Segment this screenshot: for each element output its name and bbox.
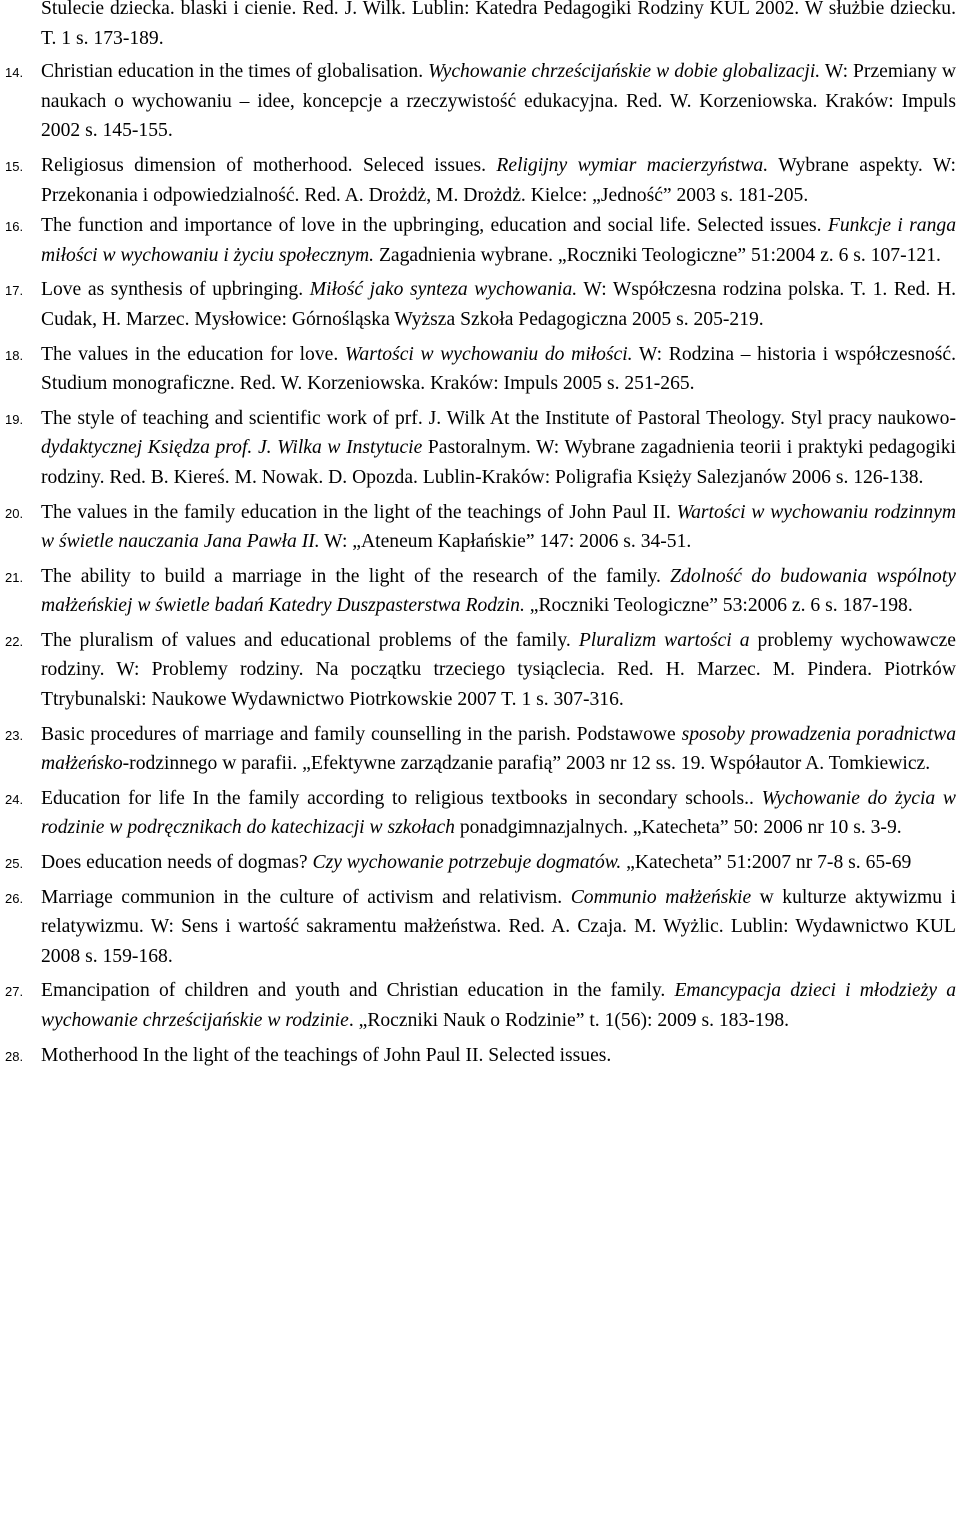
entry-english-title: The pluralism of values and educational problems of the family. (41, 629, 579, 651)
bibliography-entry-17 (0, 275, 960, 334)
bibliography-entry-26 (0, 883, 960, 972)
bibliography-entry-24 (0, 784, 960, 843)
bibliography-entry-13-continued (0, 0, 960, 53)
entry-number: 24. (5, 791, 24, 807)
entry-english-title: Marriage communion in the culture of activism and relativism. (41, 886, 571, 908)
entry-english-title: Christian education in the times of globalisation. (41, 61, 429, 83)
entry-text: Stulecie dziecka. blaski i cienie. Red. J. Wilk. Lublin: Katedra Pedagogiki Rodziny KUL 2002. W służbie dziecku. T. 1 s. 173-189. (41, 0, 956, 49)
entry-polish-title: Religijny wymiar macierzyństwa. (496, 154, 769, 176)
entry-source: W: „Ateneum Kapłańskie” 147: 2006 s. 34-51. (319, 531, 692, 553)
entry-number: 14. (5, 65, 24, 81)
bibliography-entry-21 (0, 562, 960, 621)
entry-english-title: Education for life In the family according to religious textbooks in secondary schools.. (41, 787, 762, 809)
entry-source: Pastoralnym. W: Wybrane zagadnienia teorii i praktyki pedagogiki rodziny. Red. B. Kiereś. M. Nowak. D. Opozda. Lublin-Kraków: Poligrafia Księży Salezjanów 2006 s. 126-138. (41, 437, 956, 488)
entry-number: 18. (5, 347, 24, 363)
entry-english-title: Religiosus dimension of motherhood. Seleced issues. (41, 154, 497, 176)
bibliography-entry-27 (0, 976, 960, 1035)
bibliography-entry-19 (0, 404, 960, 493)
entry-polish-title: Wychowanie do życia w rodzinie w podręcznikach do katechizacji w szkołach (41, 787, 956, 839)
entry-number: 15. (5, 158, 24, 174)
entry-polish-title: sposoby prowadzenia poradnictwa małżeńsko (41, 723, 956, 775)
entry-english-title: The values in the education for love. (41, 343, 345, 365)
entry-source: W: Współczesna rodzina polska. T. 1. Red. H. Cudak, H. Marzec. Mysłowice: Górnośląska Wyższa Szkoła Pedagogiczna 2005 s. 205-219. (41, 279, 957, 330)
entry-source: problemy wychowawcze rodziny. W: Problemy rodziny. Na początku trzeciego tysiąclecia. Red. H. Marzec. M. Pindera. Piotrków Ttrybunalski: Naukowe Wydawnictwo Piotrkowskie 2007 T. 1 s. 307-316. (41, 629, 956, 711)
entry-source: w kulturze aktywizmu i relatywizmu. W: Sens i wartość sakramentu małżeństwa. Red. A. Czaja. M. Wyżlic. Lublin: Wydawnictwo KUL 2008 s. 159-168. (41, 886, 957, 967)
entry-polish-title: Communio małżeńskie (570, 886, 752, 908)
entry-source: W: Przemiany w naukach o wychowaniu – idee, koncepcje a rzeczywistość edukacyjna. Red. W. Korzeniowska. Kraków: Impuls 2002 s. 145-155. (41, 61, 956, 142)
entry-number: 20. (5, 505, 24, 521)
entry-source: W: Rodzina – historia i współczesność. Studium monograficzne. Red. W. Korzeniowska. Kraków: Impuls 2005 s. 251-265. (41, 343, 957, 395)
entry-source: „Katecheta” 51:2007 nr 7-8 s. 65-69 (621, 852, 912, 874)
bibliography-entry-20 (0, 498, 960, 557)
entry-number: 23. (5, 727, 24, 743)
entry-number: 16. (5, 219, 24, 235)
bibliography-entry-18 (0, 340, 960, 399)
entry-english-title: The style of teaching and scientific work of prf. J. Wilk At the Institute of Pastoral Theology. Styl pracy naukowo- (41, 407, 956, 429)
entry-source: Wybrane aspekty. W: Przekonania i odpowiedzialność. Red. A. Drożdż, M. Drożdż. Kielce: „Jedność” 2003 s. 181-205. (41, 154, 956, 206)
entry-polish-title: Miłość jako synteza wychowania. (309, 279, 578, 301)
entry-source: Zagadnienia wybrane. „Roczniki Teologiczne” 51:2004 z. 6 s. 107-121. (374, 244, 941, 266)
entry-english-title: Love as synthesis of upbringing. (41, 279, 310, 301)
entry-number: 17. (5, 283, 24, 299)
entry-number: 21. (5, 569, 24, 585)
entry-english-title: Motherhood In the light of the teachings of John Paul II. Selected issues. (41, 1044, 612, 1066)
entry-polish-title: Czy wychowanie potrzebuje dogmatów. (312, 852, 622, 874)
bibliography-entry-22 (0, 626, 960, 715)
entry-number: 27. (5, 984, 24, 1000)
entry-english-title: The values in the family education in the light of the teachings of John Paul II. (41, 501, 677, 523)
entry-source: „Roczniki Teologiczne” 53:2006 z. 6 s. 187-198. (524, 595, 913, 617)
entry-number: 19. (5, 411, 24, 427)
bibliography-entry-25 (0, 848, 960, 878)
entry-polish-title: Zdolność do budowania wspólnoty małżeńskiej w świetle badań Katedry Duszpasterstwa Rodzin. (41, 565, 956, 617)
bibliography-entry-14 (0, 57, 960, 146)
bibliography-entry-16 (0, 211, 960, 270)
entry-polish-title: Pluralizm wartości a (578, 629, 750, 651)
entry-polish-title: Wartości w wychowaniu rodzinnym w świetle nauczania Jana Pawła II. (41, 501, 956, 553)
entry-english-title: The ability to build a marriage in the light of the research of the family. (41, 565, 671, 587)
entry-source: . „Roczniki Nauk o Rodzinie” t. 1(56): 2009 s. 183-198. (348, 1010, 790, 1031)
entry-number: 28. (5, 1048, 24, 1064)
entry-number: 25. (5, 856, 24, 872)
entry-source: -rodzinnego w parafii. „Efektywne zarządzanie parafią” 2003 nr 12 ss. 19. Współautor A. Tomkiewicz. (122, 753, 931, 775)
bibliography-entry-28 (0, 1041, 960, 1071)
entry-english-title: The function and importance of love in the upbringing, education and social life. Selected issues. (41, 215, 828, 237)
entry-polish-title: Wychowanie chrześcijańskie w dobie globalizacji. (428, 61, 821, 83)
bibliography-entry-23 (0, 720, 960, 779)
entry-polish-title: dydaktycznej Księdza prof. J. Wilka w Instytucie (41, 437, 423, 459)
entry-english-title: Basic procedures of marriage and family counselling in the parish. Podstawowe (41, 723, 682, 745)
entry-polish-title: Emancypacja dzieci i młodzieży a wychowanie chrześcijańskie w rodzinie (41, 980, 956, 1031)
entry-polish-title: Funkcje i ranga miłości w wychowaniu i życiu społecznym. (41, 215, 956, 266)
bibliography-entry-15 (0, 151, 960, 210)
entry-source: ponadgimnazjalnych. „Katecheta” 50: 2006 nr 10 s. 3-9. (454, 817, 902, 839)
entry-english-title: Emancipation of children and youth and Christian education in the family. (41, 980, 675, 1002)
entry-polish-title: Wartości w wychowaniu do miłości. (344, 343, 633, 365)
entry-number: 22. (5, 633, 24, 649)
entry-number: 26. (5, 890, 24, 906)
entry-english-title: Does education needs of dogmas? (41, 852, 313, 874)
